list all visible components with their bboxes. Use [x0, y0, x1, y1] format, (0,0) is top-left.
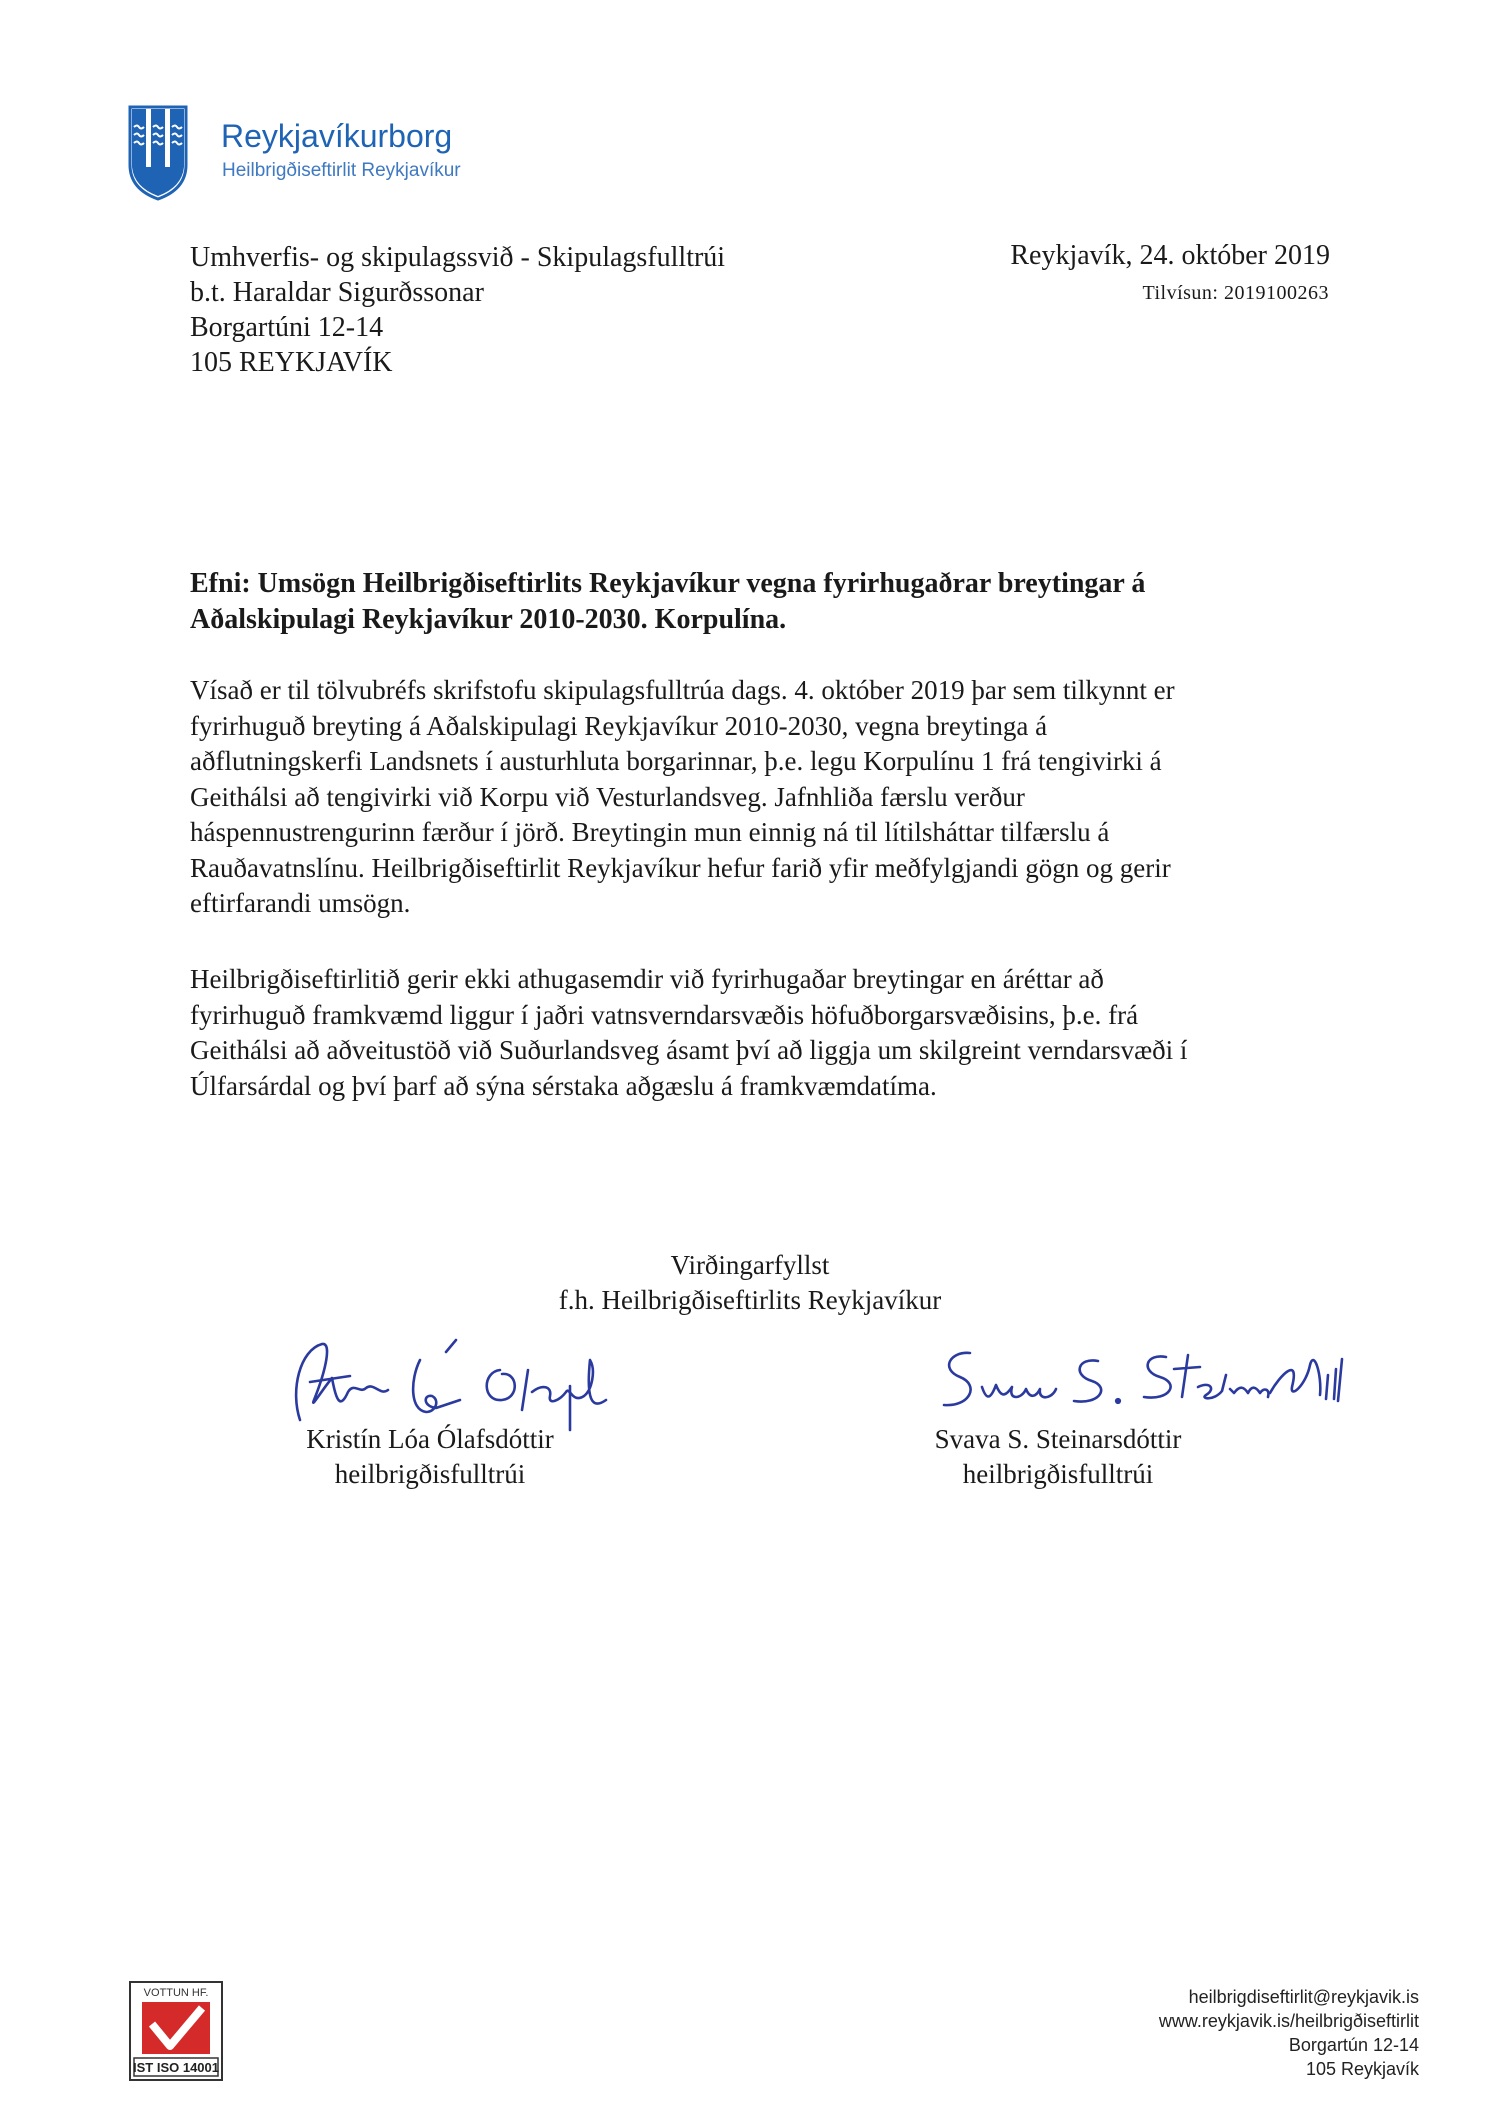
- recipient-line: b.t. Haraldar Sigurðssonar: [190, 277, 484, 308]
- paragraph-line: Vísað er til tölvubréfs skrifstofu skipulagsfulltrúa dags. 4. október 2019 þar sem tilkynnt er: [190, 675, 1175, 705]
- paragraph-line: Geithálsi að tengivirki við Korpu við Vesturlandsveg. Jafnhliða færslu verður: [190, 781, 1025, 812]
- subject-line: Aðalskipulagi Reykjavíkur 2010-2030. Korpulína.: [190, 604, 787, 635]
- signer-title: heilbrigðisfulltrúi: [334, 1459, 526, 1489]
- footer-website[interactable]: www.reykjavik.is/heilbrigðiseftirlit: [1158, 2011, 1419, 2031]
- signer-left: [230, 1422, 630, 1492]
- letter-date: Reykjavík, 24. október 2019: [1010, 240, 1330, 271]
- body-paragraph-1: [190, 673, 1340, 922]
- paragraph-line: Úlfarsárdal og því þarf að sýna sérstaka aðgæslu á framkvæmdatíma.: [190, 1070, 937, 1101]
- iso-certification-badge-icon: [128, 1980, 224, 2082]
- closing-on-behalf: f.h. Heilbrigðiseftirlits Reykjavíkur: [558, 1285, 942, 1315]
- recipient-address: [190, 240, 725, 380]
- signer-right: [858, 1422, 1258, 1492]
- subject-line: Efni: Umsögn Heilbrigðiseftirlits Reykjavíkur vegna fyrirhugaðrar breytingar á: [190, 568, 1146, 599]
- signer-name: Svava S. Steinarsdóttir: [934, 1424, 1182, 1454]
- signature-right-icon: [930, 1335, 1380, 1430]
- closing-block: [0, 1248, 1500, 1318]
- org-name: Reykjavíkurborg: [221, 118, 453, 154]
- letter-subject: [190, 566, 1320, 638]
- recipient-line: Umhverfis- og skipulagssvið - Skipulagsfulltrúi: [190, 242, 726, 273]
- body-paragraph-2: [190, 962, 1340, 1104]
- footer-street: Borgartún 12-14: [1288, 2035, 1419, 2055]
- paragraph-line: Geithálsi að aðveitustöð við Suðurlandsveg ásamt því að liggja um skilgreint verndarsvæði í: [190, 1035, 1188, 1065]
- cert-top-text: VOTTUN HF.: [143, 1987, 209, 1999]
- reykjavik-coat-of-arms-icon: [128, 105, 188, 201]
- footer-contact: [1159, 1985, 1419, 2081]
- paragraph-line: aðflutningskerfi Landsnets í austurhluta borgarinnar, þ.e. legu Korpulínu 1 frá tengivirki á: [190, 746, 1162, 776]
- paragraph-line: háspennustrengurinn færður í jörð. Breytingin mun einnig ná til lítilsháttar tilfærslu á: [190, 817, 1110, 847]
- paragraph-line: Rauðavatnslínu. Heilbrigðiseftirlit Reykjavíkur hefur farið yfir meðfylgjandi gögn og gerir: [190, 852, 1171, 883]
- org-subtitle: Heilbrigðiseftirlit Reykjavíkur: [222, 160, 461, 181]
- cert-bottom-text: IST ISO 14001: [133, 2060, 219, 2075]
- paragraph-line: fyrirhuguð breyting á Aðalskipulagi Reykjavíkur 2010-2030, vegna breytinga á: [190, 710, 1048, 741]
- recipient-line: 105 REYKJAVÍK: [190, 347, 393, 378]
- closing-greeting: Virðingarfyllst: [670, 1250, 830, 1280]
- footer-city: 105 Reykjavík: [1305, 2059, 1419, 2079]
- paragraph-line: Heilbrigðiseftirlitið gerir ekki athugasemdir við fyrirhugaðar breytingar en áréttar að: [190, 964, 1104, 994]
- paragraph-line: eftirfarandi umsögn.: [190, 888, 411, 918]
- paragraph-line: fyrirhuguð framkvæmd liggur í jaðri vatnsverndarsvæðis höfuðborgarsvæðisins, þ.e. frá: [190, 999, 1139, 1030]
- footer-email[interactable]: heilbrigdiseftirlit@reykjavik.is: [1188, 1987, 1419, 2007]
- recipient-line: Borgartúni 12-14: [190, 312, 384, 343]
- signer-title: heilbrigðisfulltrúi: [962, 1459, 1154, 1489]
- signer-name: Kristín Lóa Ólafsdóttir: [306, 1424, 554, 1454]
- reference-number: Tilvísun: 2019100263: [1142, 282, 1329, 304]
